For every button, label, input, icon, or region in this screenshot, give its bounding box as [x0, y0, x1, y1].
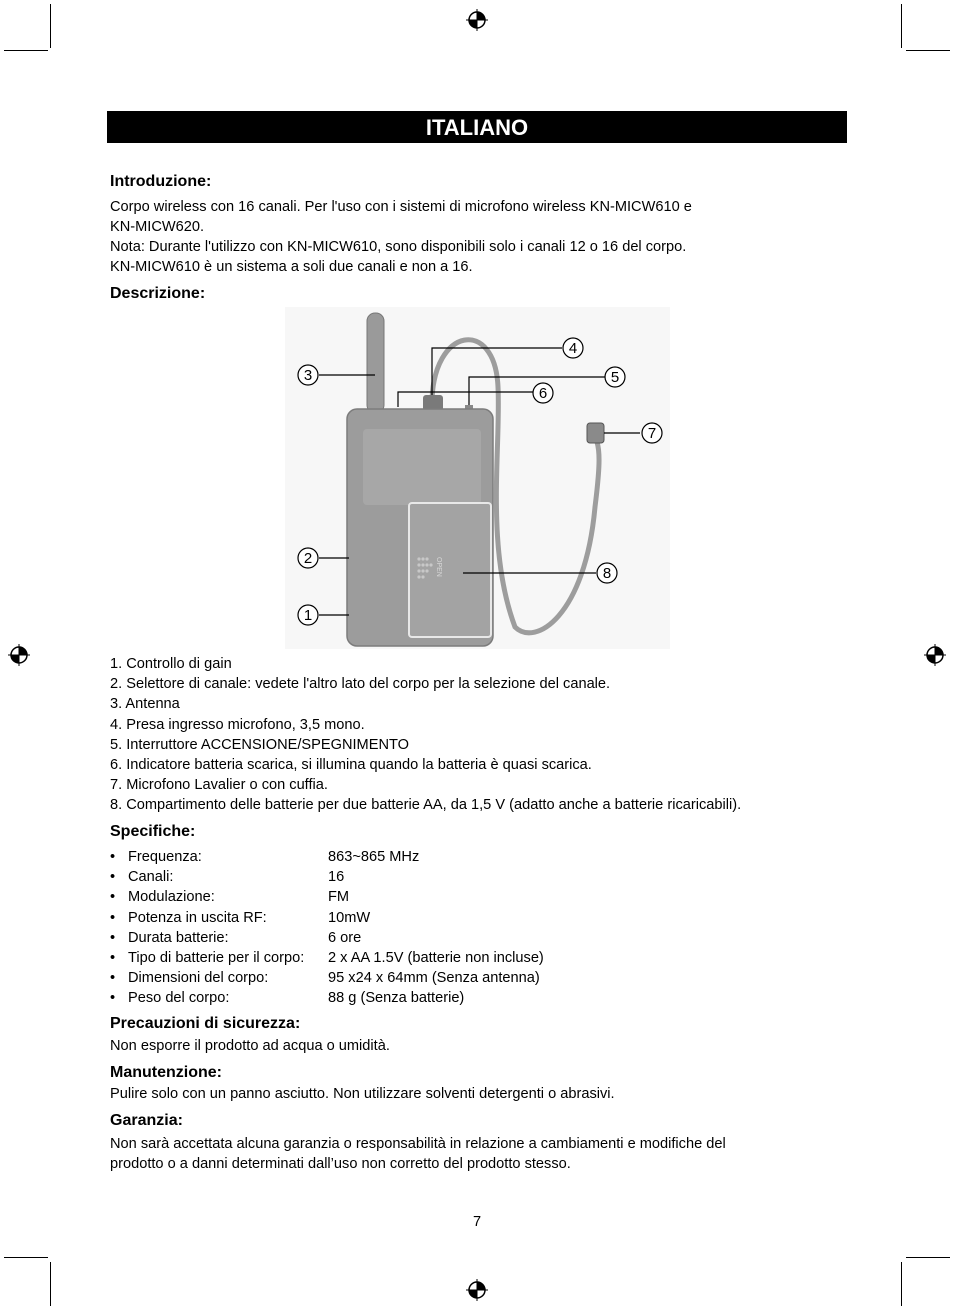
spec-label: Canali: [128, 869, 174, 886]
spec-row [110, 988, 544, 1008]
spec-value: 88 g (Senza batterie) [328, 990, 465, 1007]
crop-mark [50, 4, 51, 48]
crop-mark [901, 4, 902, 48]
spec-label: Modulazione: [128, 889, 215, 906]
intro-line: KN-MICW620. [110, 219, 205, 235]
spec-label: Tipo di batterie per il corpo: [128, 950, 305, 967]
warranty-heading: Garanzia: [110, 1112, 183, 1129]
callout-label: 2 [303, 550, 313, 567]
spec-row [110, 908, 544, 928]
spec-label: Frequenza: [128, 849, 202, 865]
registration-mark-icon [8, 644, 30, 666]
list-item: 6. Indicatore batteria scarica, si illumina quando la batteria è quasi scarica. [110, 757, 592, 774]
callout-label: 1 [303, 607, 313, 624]
spec-row [110, 867, 544, 887]
intro-line: Corpo wireless con 16 canali. Per l'uso con i sistemi di microfono wireless KN-MICW610 e [110, 199, 692, 215]
intro-line: Nota: Durante l'utilizzo con KN-MICW610, sono disponibili solo i canali 12 o 16 del corpo. [110, 239, 687, 255]
crop-mark [906, 1257, 950, 1258]
spec-value: 2 x AA 1.5V (batterie non incluse) [328, 950, 544, 967]
language-banner: ITALIANO [107, 111, 847, 143]
list-item: 7. Microfono Lavalier o con cuffia. [110, 777, 328, 794]
maintenance-text: Pulire solo con un panno asciutto. Non utilizzare solventi detergenti o abrasivi. [110, 1086, 615, 1102]
body-panel [363, 429, 481, 505]
spec-label: Potenza in uscita RF: [128, 909, 267, 926]
crop-mark [4, 1257, 48, 1258]
bullet: • [110, 909, 116, 926]
safety-heading: Precauzioni di sicurezza: [110, 1015, 301, 1032]
bullet: • [110, 849, 116, 865]
lavalier-microphone [587, 423, 604, 443]
bullet: • [110, 990, 116, 1007]
spec-value: 95 x24 x 64mm (Senza antenna) [328, 970, 540, 987]
spec-label: Peso del corpo: [128, 990, 230, 1007]
spec-label: Durata batterie: [128, 929, 229, 946]
registration-mark-icon [924, 644, 946, 666]
callout-label: 4 [568, 340, 578, 357]
bullet: • [110, 970, 116, 987]
list-item: 3. Antenna [110, 696, 180, 713]
specs-heading: Specifiche: [110, 823, 196, 840]
callout-label: 3 [303, 367, 313, 384]
spec-row [110, 948, 544, 968]
battery-door [409, 503, 491, 637]
specs-table [110, 847, 544, 1009]
spec-row [110, 887, 544, 907]
list-item: 4. Presa ingresso microfono, 3,5 mono. [110, 716, 365, 733]
warranty-text: Non sarà accettata alcuna garanzia o responsabilità in relazione a cambiamenti e modifiche del [110, 1136, 726, 1152]
intro-heading: Introduzione: [110, 173, 212, 190]
spec-row [110, 968, 544, 988]
crop-mark [50, 1262, 51, 1306]
crop-mark [901, 1262, 902, 1306]
list-item: 5. Interruttore ACCENSIONE/SPEGNIMENTO [110, 736, 409, 753]
antenna [367, 313, 384, 413]
spec-value: 16 [328, 869, 345, 886]
callout-label: 8 [602, 565, 612, 582]
registration-mark-icon [466, 1279, 488, 1301]
door-label: OPEN [435, 557, 442, 577]
description-heading: Descrizione: [110, 285, 206, 302]
page-number: 7 [472, 1214, 482, 1230]
crop-mark [906, 50, 950, 51]
spec-row [110, 928, 544, 948]
list-item: 1. Controllo di gain [110, 656, 232, 672]
callout-label: 6 [538, 385, 548, 402]
description-list [110, 654, 741, 816]
callout-label: 5 [610, 369, 620, 386]
list-item: 8. Compartimento delle batterie per due batterie AA, da 1,5 V (adatto anche a batterie ricaricabili). [110, 797, 742, 814]
registration-mark-icon [466, 9, 488, 31]
spec-row [110, 847, 544, 867]
list-item: 2. Selettore di canale: vedete l'altro lato del corpo per la selezione del canale. [110, 676, 611, 693]
warranty-text: prodotto o a danni determinati dall’uso non corretto del prodotto stesso. [110, 1156, 571, 1172]
spec-value: 10mW [328, 909, 371, 926]
spec-label: Dimensioni del corpo: [128, 970, 269, 987]
spec-value: 6 ore [328, 929, 362, 946]
bullet: • [110, 950, 116, 967]
intro-line: KN-MICW610 è un sistema a soli due canali e non a 16. [110, 259, 473, 275]
bullet: • [110, 929, 116, 946]
spec-value: 863~865 MHz [328, 849, 420, 865]
bullet: • [110, 869, 116, 886]
maintenance-heading: Manutenzione: [110, 1064, 222, 1081]
crop-mark [4, 50, 48, 51]
safety-text: Non esporre il prodotto ad acqua o umidità. [110, 1038, 390, 1054]
bullet: • [110, 889, 116, 906]
callout-label: 7 [647, 425, 657, 442]
spec-value: FM [328, 889, 350, 906]
device-diagram [285, 307, 670, 649]
